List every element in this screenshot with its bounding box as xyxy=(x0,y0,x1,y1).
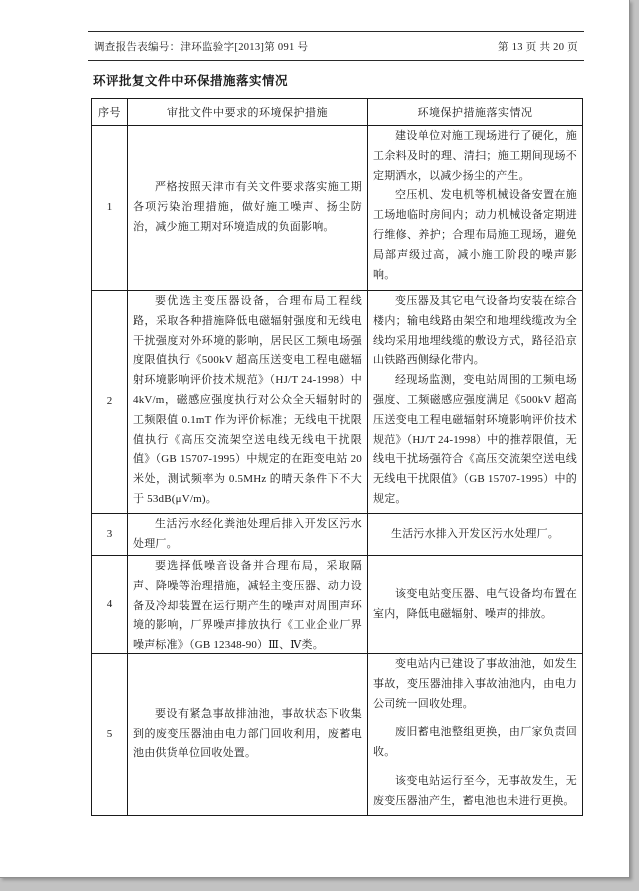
paragraph: 空压机、发电机等机械设备安置在施工场地临时房间内；动力机械设备定期进行维修、养护；合理布局施工现场，避免局部声级过高，减小施工阶段的噪声影响。 xyxy=(373,189,577,281)
row-number: 3 xyxy=(92,514,128,556)
paragraph: 要选择低噪音设备并合理布局，采取隔声、降噪等治理措施，减轻主变压器、动力设备及冷却装置在运行期产生的噪声对周围声环境的影响，厂界噪声排放执行《工业企业厂界噪声标准》（GB 12348-90）Ⅲ、Ⅳ类。 xyxy=(133,560,362,652)
implementation-cell xyxy=(368,556,583,654)
implementation-cell xyxy=(368,654,583,816)
measure-cell xyxy=(128,126,368,291)
page-indicator: 第 13 页 共 20 页 xyxy=(497,42,578,53)
paragraph: 该变电站运行至今，无事故发生，无废变压器油产生，蓄电池也未进行更换。 xyxy=(373,774,577,807)
header-cell-measure: 审批文件中要求的环境保护措施 xyxy=(128,99,368,126)
measure-cell xyxy=(128,514,368,556)
implementation-cell xyxy=(368,126,583,291)
implementation-cell xyxy=(368,291,583,514)
header-cell-no: 序号 xyxy=(92,99,128,126)
header-cell-implementation: 环境保护措施落实情况 xyxy=(368,99,583,126)
paragraph: 废旧蓄电池整组更换，由厂家负责回收。 xyxy=(373,726,577,759)
table-row xyxy=(92,556,583,654)
table-header-row xyxy=(92,99,583,126)
measures-table xyxy=(91,98,583,816)
paragraph: 生活污水经化粪池处理后排入开发区污水处理厂。 xyxy=(133,517,362,550)
measure-cell xyxy=(128,556,368,654)
section-title: 环评批复文件中环保措施落实情况 xyxy=(93,74,289,88)
row-number: 2 xyxy=(92,291,128,514)
row-number: 1 xyxy=(92,126,128,291)
table-row xyxy=(92,126,583,291)
paragraph: 经现场监测，变电站周围的工频电场强度、工频磁感应强度满足《500kV 超高压送变电工程电磁辐射环境影响评价技术规范》（HJ/T 24-1998）中的推荐限值，无线电干扰场强符合《高压交流架空送电线无线电干扰限值》（GB 15707-1995）中的规定。 xyxy=(373,374,577,505)
table-row xyxy=(92,514,583,556)
paragraph: 变电站内已建设了事故油池，如发生事故，变压器油排入事故油池内，由电力公司统一回收处理。 xyxy=(373,658,577,710)
row-number: 5 xyxy=(92,654,128,816)
measure-cell xyxy=(128,291,368,514)
report-number: 调查报告表编号：津环监验字[2013]第 091 号 xyxy=(94,42,309,53)
paragraph: 严格按照天津市有关文件要求落实施工期各项污染治理措施，做好施工噪声、扬尘防治，减少施工期对环境造成的负面影响。 xyxy=(133,181,362,233)
paragraph: 要优选主变压器设备，合理布局工程线路，采取各种措施降低电磁辐射强度和无线电干扰强度对外环境的影响，居民区工频电场强度限值执行《500kV 超高压送变电工程电磁辐射环境影响评价技术规范》（HJ/T 24-1998）中 4kV/m，磁感应强度执行对公众全天辐射时的工频限值 0.1mT 作为评价标准；无线电干扰限值执行《高压交流架空送电线无线电干扰限值》（GB 15707-1995）中规定的在距变电站 20 米处，测试频率为 0.5MHz 的晴天条件下不大于 53dB(μV/m)。 xyxy=(133,295,362,505)
document-header xyxy=(88,31,584,61)
paragraph: 变压器及其它电气设备均安装在综合楼内；输电线路由架空和地埋线缆改为全线均采用地埋线缆的敷设方式，路径沿京山铁路西侧绿化带内。 xyxy=(373,295,577,367)
measure-cell xyxy=(128,654,368,816)
paragraph: 生活污水排入开发区污水处理厂。 xyxy=(391,527,559,540)
row-number: 4 xyxy=(92,556,128,654)
paragraph: 该变电站变压器、电气设备均布置在室内，降低电磁辐射、噪声的排放。 xyxy=(373,587,577,620)
paragraph: 建设单位对施工现场进行了硬化，施工余料及时的理、清扫；施工期间现场不定期洒水，以减少扬尘的产生。 xyxy=(373,130,577,182)
table-row xyxy=(92,654,583,816)
implementation-cell xyxy=(368,514,583,556)
table-row xyxy=(92,291,583,514)
paragraph: 要设有紧急事故排油池，事故状态下收集到的废变压器油由电力部门回收利用，废蓄电池由供货单位回收处置。 xyxy=(133,707,362,760)
